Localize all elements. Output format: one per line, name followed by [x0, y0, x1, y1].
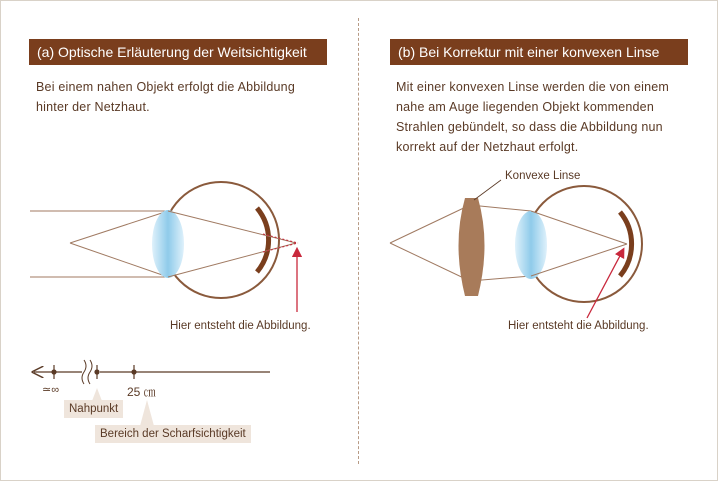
retina — [257, 208, 269, 272]
convex-lens-label: Konvexe Linse — [505, 170, 581, 182]
panel-a-image-label: Hier entsteht die Abbildung. — [170, 320, 311, 332]
scale-break-left — [82, 360, 86, 384]
scale-point-25cm — [131, 369, 136, 374]
scale-break-right — [88, 360, 92, 384]
eye-lens — [515, 211, 547, 279]
object-ray-top — [390, 205, 470, 243]
near-point-tag: Nahpunkt — [64, 400, 123, 418]
panel-b-description: Mit einer konvexen Linse werden die von einem nahe am Auge liegenden Objekt kommenden Strahlen gebündelt, so dass die Abbildung nun korrekt auf der Netzhaut erfolgt. — [396, 80, 670, 154]
panel-b-image-label: Hier entsteht die Abbildung. — [508, 320, 649, 332]
panel-b-eye-diagram — [390, 180, 642, 318]
object-ray-bottom — [390, 243, 470, 281]
range-tag: Bereich der Scharfsichtigkeit — [95, 425, 251, 443]
eye-lens — [152, 210, 184, 278]
convex-lens — [459, 198, 485, 296]
scale-infinity-label: ≃∞ — [42, 384, 60, 396]
image-pointer-arrow — [587, 252, 622, 318]
panel-b-heading: (b) Bei Korrektur mit einer konvexen Linse — [390, 39, 688, 65]
convex-lens-leader — [474, 180, 501, 200]
panel-a-heading: (a) Optische Erläuterung der Weitsichtigkeit — [29, 39, 327, 65]
scale-point-near-point — [94, 369, 99, 374]
panel-a-description: Bei einem nahen Objekt erfolgt die Abbildung hinter der Netzhaut. — [36, 80, 295, 114]
scale-point-infinity — [51, 369, 56, 374]
panel-a-eye-diagram — [30, 182, 298, 312]
range-callout-pointer — [140, 400, 154, 426]
refracted-ray-bottom — [168, 243, 296, 277]
scale-distance-label: 25 ㎝ — [127, 385, 156, 399]
